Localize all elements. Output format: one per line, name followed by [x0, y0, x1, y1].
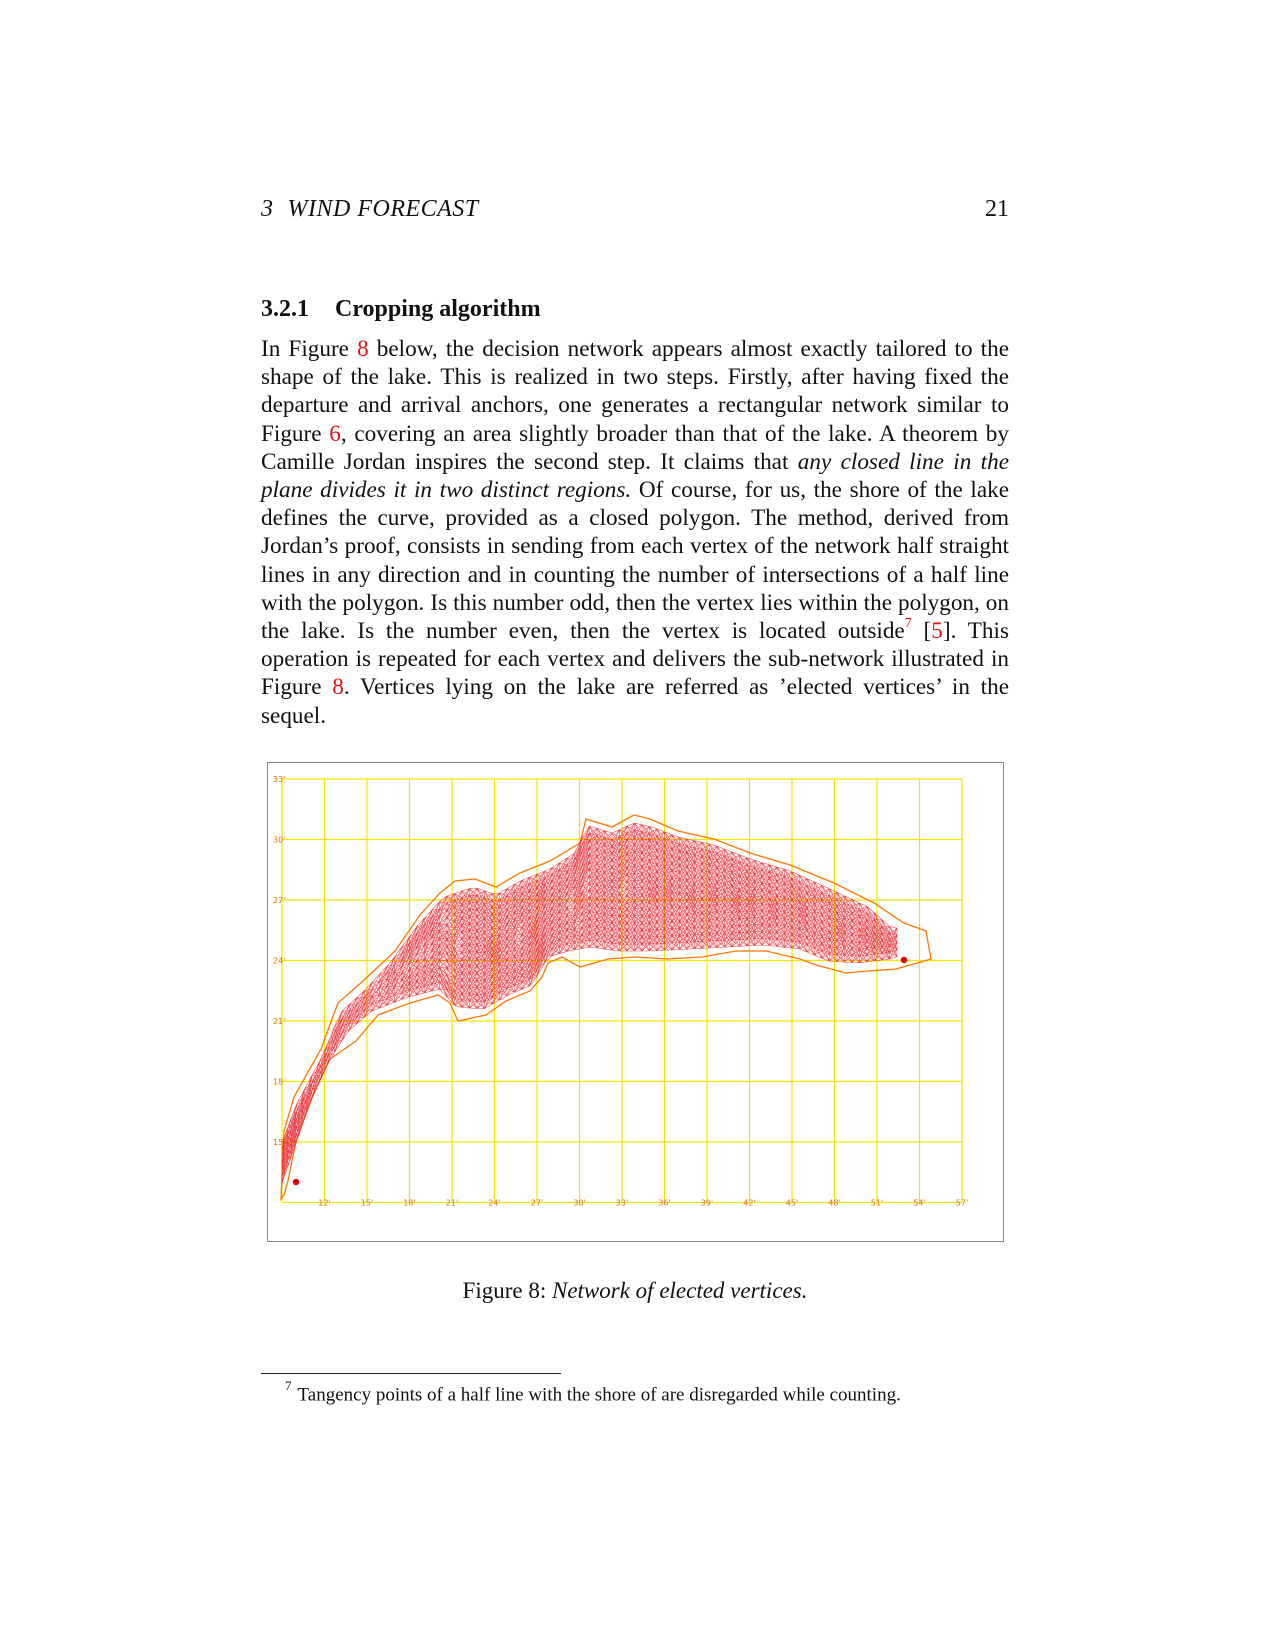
x-tick-label: 27' [530, 1198, 544, 1208]
y-tick-label: 24' [273, 956, 286, 966]
footnote-7-link[interactable]: 7 [904, 616, 912, 632]
elected-vertex-network [282, 823, 897, 1183]
running-head-section-title: WIND FORECAST [287, 196, 479, 222]
text-run: ]. This operation is repeated for each vertex and delivers the sub-network illustrated in Figure [261, 618, 1009, 701]
theorem-italic: any closed line in the plane divides it in two distinct regions. [261, 448, 1009, 504]
figure-8 [267, 762, 1004, 1242]
x-tick-label: 15' [360, 1198, 374, 1208]
figure-8-link[interactable]: 8 [332, 674, 344, 701]
y-tick-label: 18' [273, 1077, 286, 1087]
text-run: In Figure [261, 336, 358, 362]
x-tick-label: 21' [445, 1198, 459, 1208]
y-tick-label: 15' [273, 1138, 286, 1147]
text-run: , covering an area slightly broader than that of the lake. A theorem by Camille Jordan inspires the second step. It claims that [261, 420, 1009, 475]
footnote-text: Tangency points of a half line with the shore of are disregarded while counting. [297, 1384, 901, 1406]
x-tick-label: 57' [955, 1198, 969, 1208]
x-tick-label: 18' [403, 1198, 416, 1208]
text-run: . Vertices lying on the lake are referred as ’elected vertices’ in the sequel. [261, 674, 1009, 729]
x-tick-label: 36' [658, 1198, 671, 1208]
subsection-heading [261, 296, 541, 323]
caption-label: Figure 8: [462, 1278, 547, 1303]
footnote-rule [261, 1373, 561, 1374]
x-tick-label: 42' [743, 1198, 756, 1208]
citation-5-link[interactable]: 5 [931, 618, 943, 645]
x-tick-label: 30' [573, 1198, 586, 1208]
figure-caption [261, 1278, 1009, 1304]
arrival-anchor [901, 957, 907, 963]
body-paragraph [261, 335, 1009, 730]
lake-network-plot [268, 763, 1003, 1241]
text-run: [ [911, 618, 932, 645]
footnote-mark: 7 [285, 1378, 292, 1393]
x-tick-label: 33' [615, 1198, 629, 1208]
x-tick-label: 51' [870, 1198, 884, 1208]
x-tick-label: 12' [318, 1198, 331, 1208]
y-tick-label: 33' [273, 775, 286, 784]
x-tick-label: 24' [488, 1198, 501, 1208]
subsection-number: 3.2.1 [261, 296, 309, 322]
text-run: below, the decision network appears almost exactly tailored to the shape of the lake. This is realized in two steps. Firstly, after having fixed the departure and arrival anchors, one generates a rectangular network similar to Figure [261, 336, 1009, 447]
x-tick-label: 54' [913, 1198, 926, 1208]
y-tick-label: 30' [273, 835, 286, 845]
text-run: Of course, for us, the shore of the lake defines the curve, provided as a closed polygon. The method, derived from Jordan’s proof, consists in sending from each vertex of the network half straight lines in any direction and in counting the number of intersections of a half line with the polygon. Is this number odd, then the vertex lies within the polygon, on the lake. Is the number even, then the vertex is located outside [261, 477, 1010, 645]
x-tick-label: 39' [700, 1198, 714, 1208]
y-tick-label: 21' [273, 1017, 286, 1026]
page-number: 21 [985, 196, 1009, 222]
running-head [261, 196, 1009, 226]
figure-6-link[interactable]: 6 [329, 420, 341, 447]
running-head-section-number: 3 [261, 196, 274, 222]
x-tick-label: 48' [828, 1198, 841, 1208]
running-head-section [261, 196, 479, 223]
subsection-title: Cropping algorithm [335, 296, 541, 322]
caption-text: Network of elected vertices. [551, 1278, 808, 1303]
x-tick-label: 45' [785, 1198, 799, 1208]
footnote [285, 1378, 901, 1406]
figure-8-link[interactable]: 8 [357, 336, 369, 362]
y-tick-label: 27' [273, 896, 286, 905]
departure-anchor [293, 1179, 299, 1185]
